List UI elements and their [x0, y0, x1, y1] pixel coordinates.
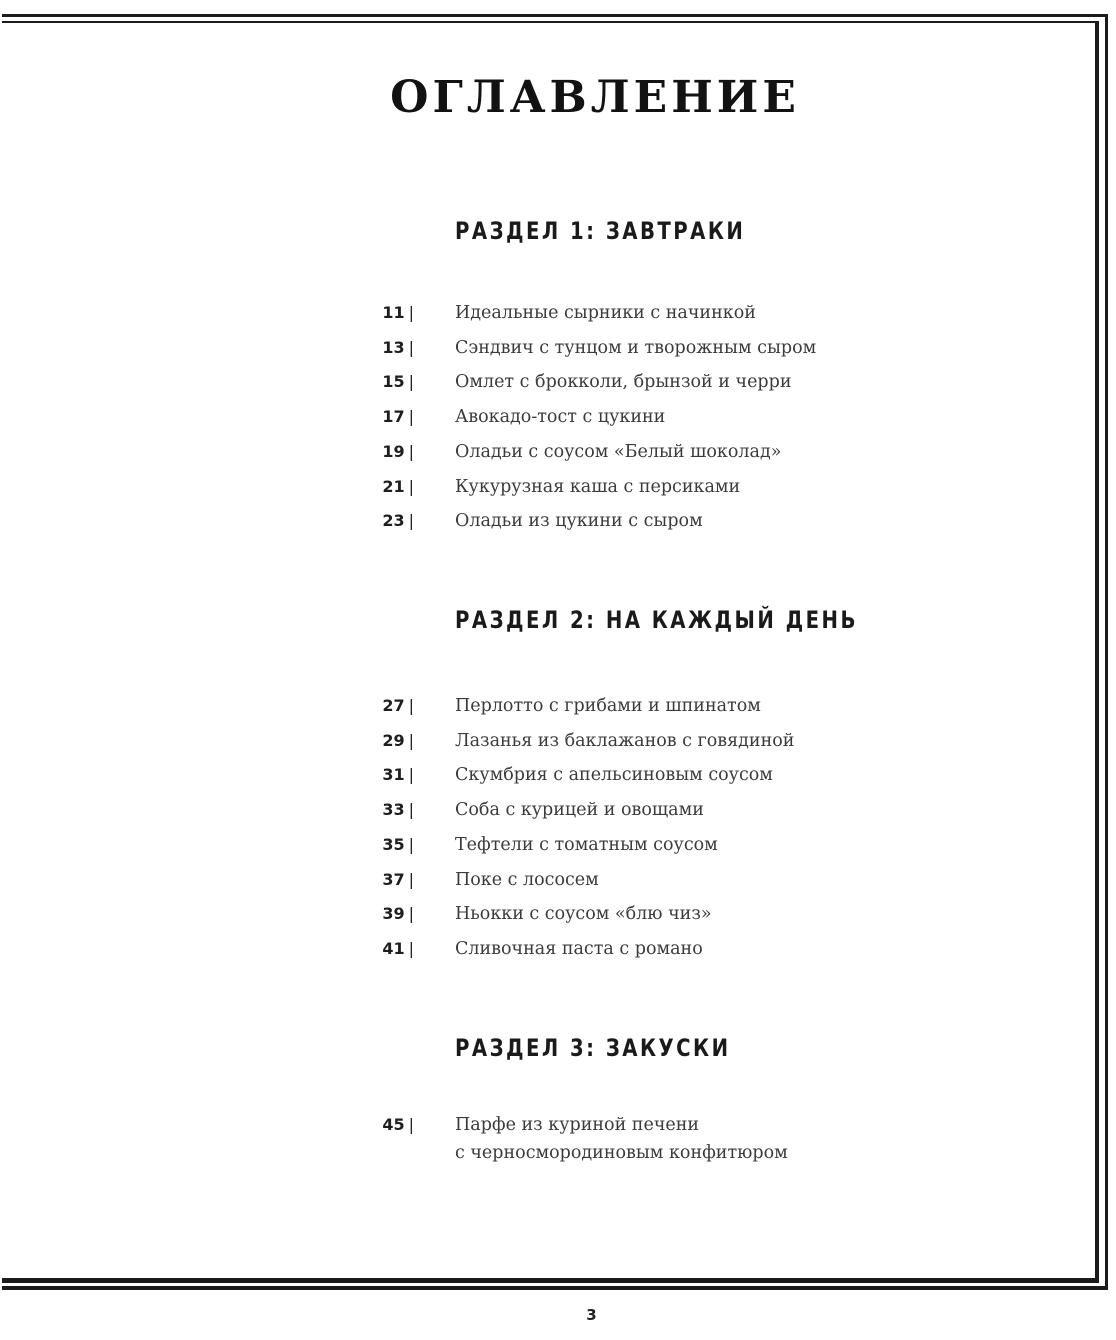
toc-entry	[0, 935, 1116, 965]
toc-entry	[0, 866, 1116, 896]
toc-entry-separator: |	[408, 442, 414, 461]
toc-entry-title	[455, 438, 781, 466]
toc-entry-page	[370, 442, 414, 461]
toc-entry-title-line: Оладьи из цукини с сыром	[455, 511, 703, 531]
toc-entry-title-line: Лазанья из баклажанов с говядиной	[455, 731, 795, 751]
toc-entry	[0, 796, 1116, 826]
toc-entry-title	[455, 761, 773, 789]
toc-entry	[0, 831, 1116, 861]
toc-entry-title-line: Парфе из куриной печени	[455, 1115, 700, 1135]
toc-entry-title	[455, 866, 599, 894]
toc-entry-page-number: 17	[382, 407, 405, 426]
toc-entry-page	[370, 765, 414, 784]
toc-entry-title	[455, 334, 816, 362]
toc-entry-page	[370, 904, 414, 923]
toc-entry-page-number: 41	[382, 939, 405, 958]
toc-entry-title-line: Оладьи с соусом «Белый шоколад»	[455, 442, 782, 462]
toc-entry-page-number: 37	[382, 870, 405, 889]
toc-entry	[0, 761, 1116, 791]
toc-entry-page	[370, 338, 414, 357]
toc-entry-page-number: 33	[382, 800, 405, 819]
toc-entry-title-line: Перлотто с грибами и шпинатом	[455, 696, 761, 716]
toc-entry-title	[455, 692, 761, 720]
toc-entry-title-line: Скумбрия с апельсиновым соусом	[455, 765, 773, 785]
toc-entry-page	[370, 939, 414, 958]
toc-entry-page-number: 31	[382, 765, 405, 784]
toc-entry-title	[455, 473, 740, 501]
toc-entry-page	[370, 731, 414, 750]
toc-entry-separator: |	[408, 511, 414, 530]
toc-entry-separator: |	[408, 303, 414, 322]
toc-entry-title-line: Авокадо-тост с цукини	[455, 407, 666, 427]
toc-entry-separator: |	[408, 870, 414, 889]
toc-entry-page	[370, 407, 414, 426]
toc-entry-page-number: 35	[382, 835, 405, 854]
toc-entry	[0, 368, 1116, 398]
toc-entry	[0, 473, 1116, 503]
toc-entry-page	[370, 303, 414, 322]
page-frame-inner	[2, 21, 1099, 1283]
toc-entry-title	[455, 507, 703, 535]
toc-entry-title-line: Сливочная паста с романо	[455, 939, 703, 959]
toc-entry	[0, 1111, 1116, 1163]
toc-entry-separator: |	[408, 407, 414, 426]
toc-entry-title-line: Кукурузная каша с персиками	[455, 477, 741, 497]
toc-entry-page-number: 29	[382, 731, 405, 750]
toc-entry-separator: |	[408, 904, 414, 923]
toc-entry-title	[455, 831, 718, 859]
toc-entry-separator: |	[408, 477, 414, 496]
section-heading-everyday: РАЗДЕЛ 2: НА КАЖДЫЙ ДЕНЬ	[455, 606, 858, 634]
toc-entry	[0, 438, 1116, 468]
toc-entry-title	[455, 900, 712, 928]
toc-entry-page	[370, 870, 414, 889]
toc-entry-separator: |	[408, 800, 414, 819]
toc-entry-separator: |	[408, 939, 414, 958]
toc-entry-page	[370, 1115, 414, 1134]
toc-entry-title-line: с черносмородиновым конфитюром	[455, 1143, 788, 1163]
toc-entry-title	[455, 1111, 788, 1167]
toc-entry-page	[370, 800, 414, 819]
toc-entry	[0, 334, 1116, 364]
toc-entry-page-number: 15	[382, 372, 405, 391]
toc-entry-title-line: Идеальные сырники с начинкой	[455, 303, 756, 323]
toc-entry-title	[455, 368, 792, 396]
toc-entry-page	[370, 477, 414, 496]
toc-entry-page	[370, 696, 414, 715]
toc-entry-separator: |	[408, 372, 414, 391]
toc-entry-separator: |	[408, 835, 414, 854]
toc-entry-page-number: 27	[382, 696, 405, 715]
toc-entry-page-number: 21	[382, 477, 405, 496]
toc-entry	[0, 507, 1116, 537]
toc-entry-title-line: Сэндвич с тунцом и творожным сыром	[455, 338, 817, 358]
toc-entry-title-line: Соба с курицей и овощами	[455, 800, 704, 820]
toc-entry-page-number: 19	[382, 442, 405, 461]
toc-entry-separator: |	[408, 338, 414, 357]
toc-entry-title	[455, 403, 665, 431]
toc-entry-page-number: 11	[382, 303, 405, 322]
toc-entry	[0, 727, 1116, 757]
toc-entry-page	[370, 511, 414, 530]
toc-entry-title-line: Поке с лососем	[455, 870, 599, 890]
toc-entry-separator: |	[408, 1115, 414, 1134]
toc-entry-page-number: 23	[382, 511, 405, 530]
toc-entry-title-line: Ньокки с соусом «блю чиз»	[455, 904, 712, 924]
toc-entry	[0, 403, 1116, 433]
toc-entry-title	[455, 796, 704, 824]
toc-entry-separator: |	[408, 696, 414, 715]
toc-entry-page-number: 39	[382, 904, 405, 923]
toc-entry-page	[370, 372, 414, 391]
toc-entry-title-line: Омлет с брокколи, брынзой и черри	[455, 372, 792, 392]
section-heading-breakfasts: РАЗДЕЛ 1: ЗАВТРАКИ	[455, 217, 746, 245]
toc-entry-page	[370, 835, 414, 854]
toc-entry-page-number: 13	[382, 338, 405, 357]
page-number: 3	[586, 1306, 597, 1324]
toc-entry-page-number: 45	[382, 1115, 405, 1134]
toc-entry	[0, 900, 1116, 930]
toc-entry-title	[455, 299, 756, 327]
toc-entry	[0, 299, 1116, 329]
page-title: ОГЛАВЛЕНИЕ	[390, 72, 800, 123]
toc-entry-title-line: Тефтели с томатным соусом	[455, 835, 718, 855]
toc-entry-title	[455, 935, 703, 963]
toc-entry-title	[455, 727, 794, 755]
toc-entry-separator: |	[408, 765, 414, 784]
toc-entry-separator: |	[408, 731, 414, 750]
toc-entry	[0, 692, 1116, 722]
section-heading-snacks: РАЗДЕЛ 3: ЗАКУСКИ	[455, 1034, 731, 1062]
